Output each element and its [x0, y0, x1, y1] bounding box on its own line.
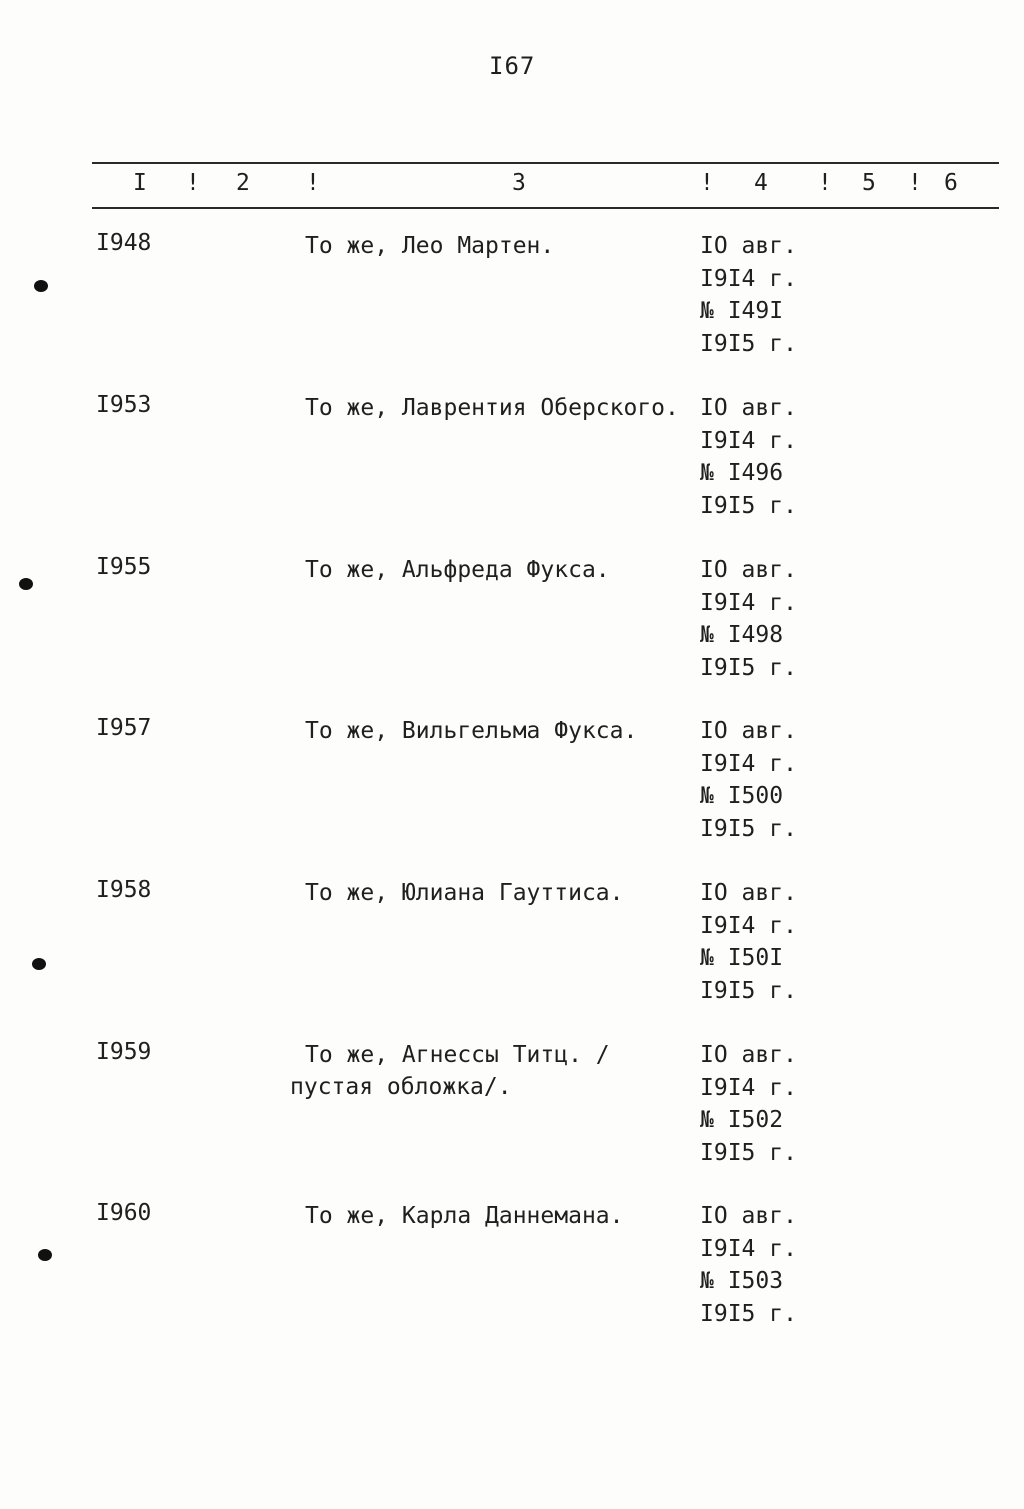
date-line: I9I4 г.	[700, 589, 797, 616]
record-number: I957	[96, 715, 152, 741]
table-row	[0, 230, 1024, 380]
record-description: То же, Лео Мартен.	[305, 233, 555, 259]
record-description: То же, Агнессы Титц. /пустая обложка/.	[290, 1042, 610, 1100]
table-row	[0, 877, 1024, 1027]
table-header-rule	[92, 207, 999, 209]
punch-hole-mark	[34, 280, 48, 292]
date-line: I9I4 г.	[700, 265, 797, 292]
record-number: I959	[96, 1039, 152, 1065]
record-description: То же, Лаврентия Оберского.	[305, 395, 679, 421]
table-row	[0, 392, 1024, 542]
record-number: I948	[96, 230, 152, 256]
record-description: То же, Карла Даннемана.	[305, 1203, 624, 1229]
date-line: № I496	[700, 460, 784, 486]
date-line: IO авг.	[700, 1042, 797, 1068]
date-line: I9I5 г.	[700, 492, 797, 519]
record-description: То же, Вильгельма Фукса.	[305, 718, 638, 744]
table-row	[0, 715, 1024, 865]
page-number: I67	[489, 52, 536, 80]
table-row	[0, 554, 1024, 704]
record-dates	[700, 877, 797, 1007]
date-line: I9I5 г.	[700, 654, 797, 681]
date-line: I9I4 г.	[700, 1235, 797, 1262]
table-row	[0, 1200, 1024, 1350]
date-line: № I502	[700, 1107, 784, 1133]
record-dates	[700, 554, 797, 684]
date-line: № I503	[700, 1268, 784, 1294]
date-line: IO авг.	[700, 557, 797, 583]
column-separator: !	[186, 170, 200, 196]
record-dates	[700, 230, 797, 360]
date-line: № I498	[700, 622, 784, 648]
date-line: IO авг.	[700, 395, 797, 421]
column-header-4: 4	[754, 170, 768, 196]
column-header-6: 6	[944, 170, 958, 196]
record-number: I953	[96, 392, 152, 418]
column-separator: !	[306, 170, 320, 196]
column-header-2: 2	[236, 170, 250, 196]
record-dates	[700, 392, 797, 522]
date-line: I9I5 г.	[700, 1139, 797, 1166]
date-line: № I50I	[700, 945, 784, 971]
record-number: I955	[96, 554, 152, 580]
record-description: То же, Альфреда Фукса.	[305, 557, 610, 583]
column-separator: !	[700, 170, 714, 196]
column-header-3: 3	[512, 170, 526, 196]
punch-hole-mark	[32, 958, 46, 970]
column-separator: !	[818, 170, 832, 196]
column-header-5: 5	[862, 170, 876, 196]
column-separator: !	[908, 170, 922, 196]
date-line: IO авг.	[700, 233, 797, 259]
date-line: I9I4 г.	[700, 1074, 797, 1101]
date-line: I9I5 г.	[700, 330, 797, 357]
column-header-1: I	[133, 170, 147, 196]
date-line: I9I5 г.	[700, 977, 797, 1004]
date-line: № I49I	[700, 298, 784, 324]
date-line: I9I4 г.	[700, 912, 797, 939]
date-line: I9I5 г.	[700, 815, 797, 842]
record-dates	[700, 1039, 797, 1169]
record-number: I960	[96, 1200, 152, 1226]
table-top-rule	[92, 162, 999, 164]
punch-hole-mark	[19, 578, 33, 590]
date-line: I9I4 г.	[700, 750, 797, 777]
date-line: № I500	[700, 783, 784, 809]
date-line: I9I4 г.	[700, 427, 797, 454]
record-dates	[700, 1200, 797, 1330]
punch-hole-mark	[38, 1249, 52, 1261]
date-line: IO авг.	[700, 718, 797, 744]
date-line: I9I5 г.	[700, 1300, 797, 1327]
record-number: I958	[96, 877, 152, 903]
table-row	[0, 1039, 1024, 1189]
record-description: То же, Юлиана Гауттиса.	[305, 880, 624, 906]
date-line: IO авг.	[700, 1203, 797, 1229]
date-line: IO авг.	[700, 880, 797, 906]
record-dates	[700, 715, 797, 845]
